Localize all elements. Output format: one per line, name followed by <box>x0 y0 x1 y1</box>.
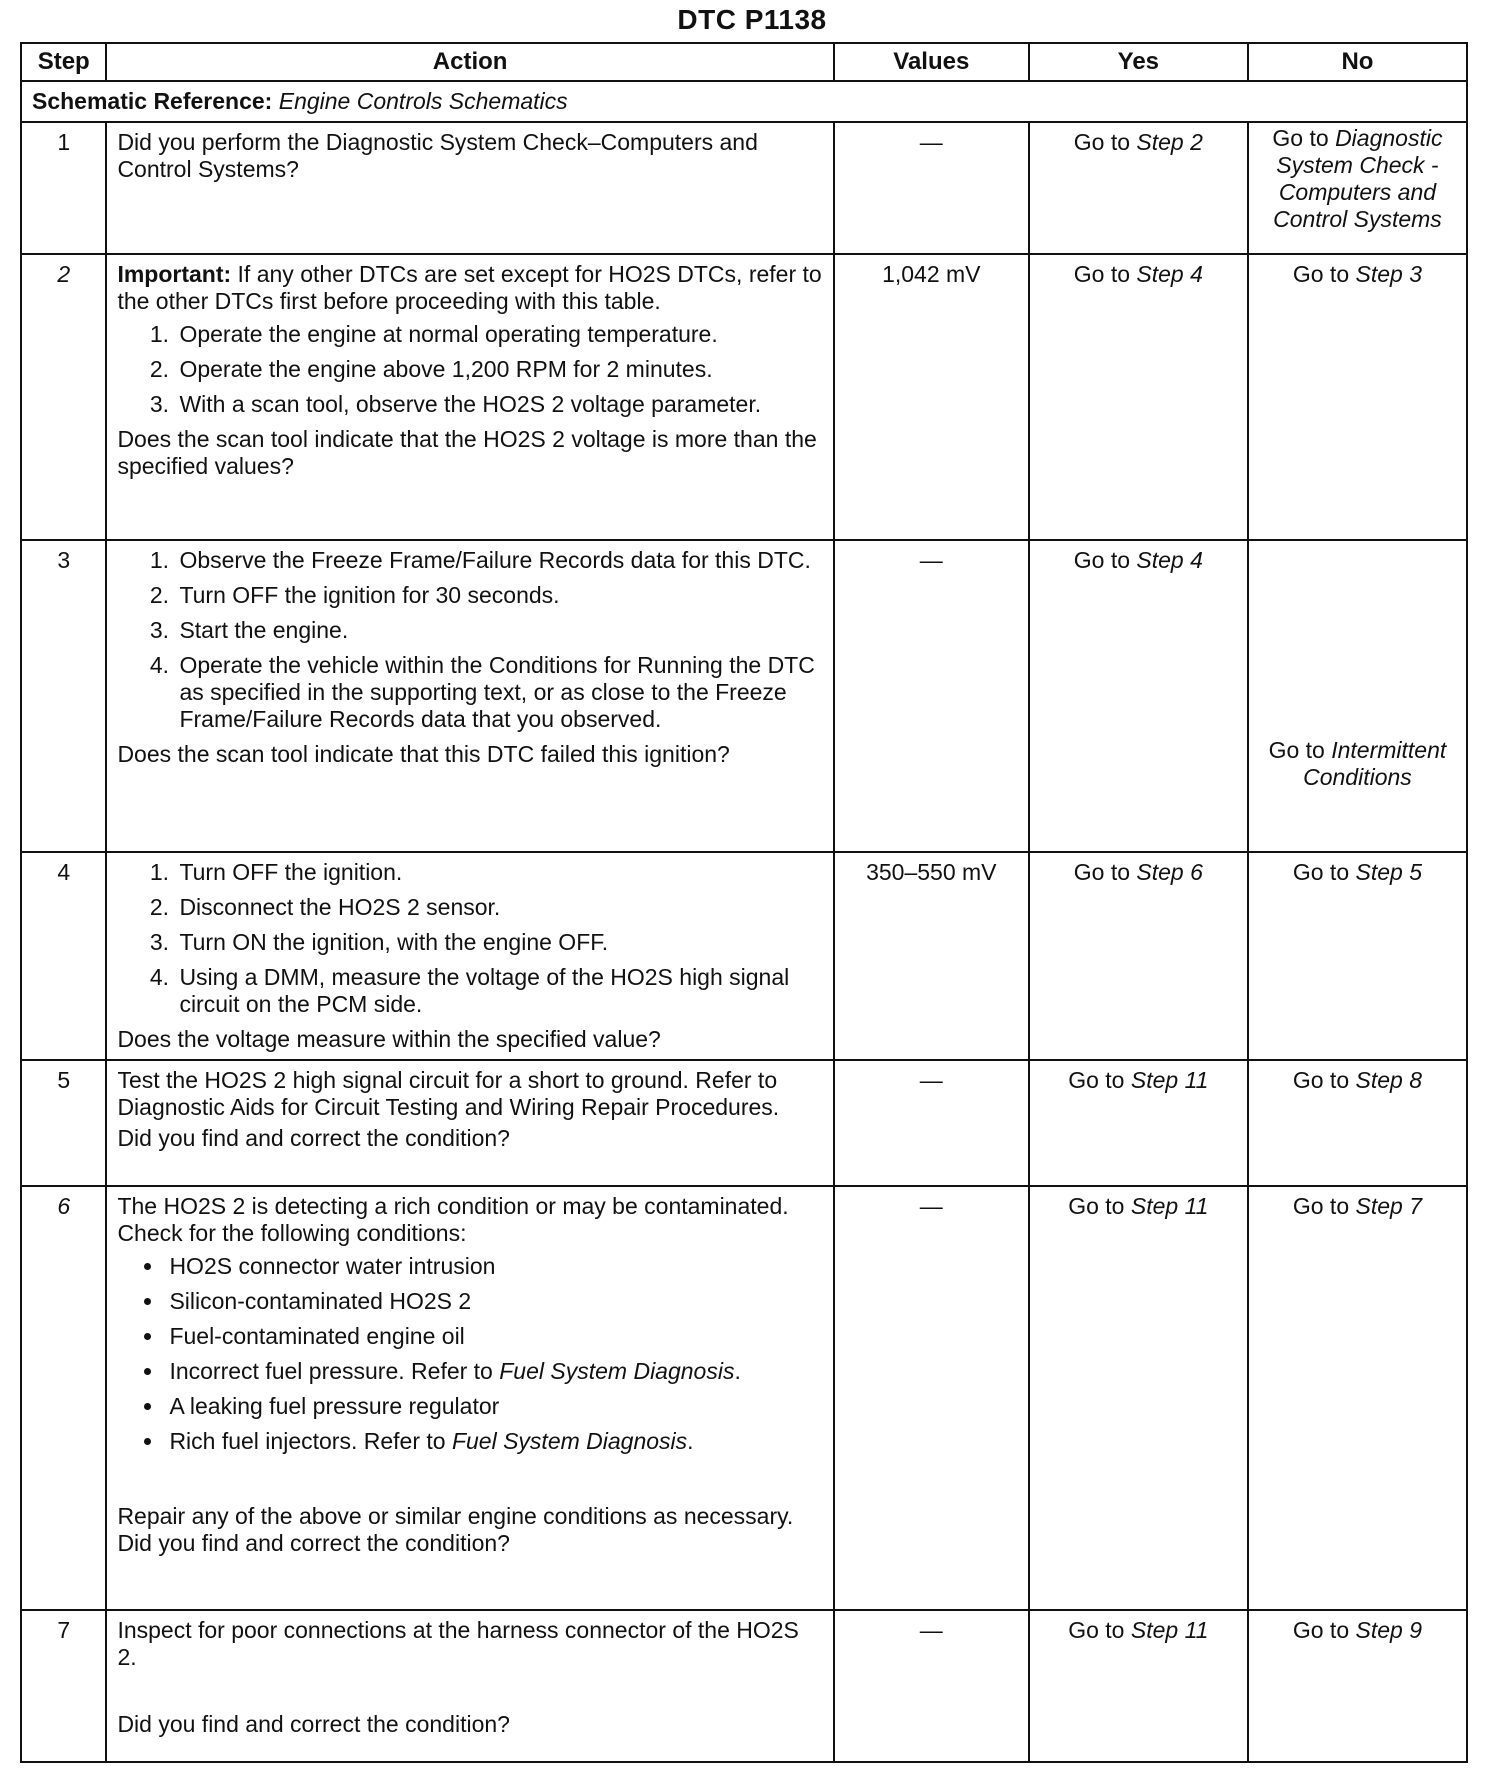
schematic-reference-row <box>21 81 1467 122</box>
important-note <box>117 261 822 315</box>
list-item: 1. Operate the engine at normal operating temperature. <box>175 321 822 348</box>
question-text: Did you find and correct the condition? <box>117 1711 510 1737</box>
step-number: 4 <box>21 852 106 1060</box>
spacer <box>117 1671 822 1711</box>
yes-target[interactable]: Step 11 <box>1130 1067 1209 1093</box>
step-number: 1 <box>21 122 106 254</box>
value-cell: — <box>834 1186 1029 1610</box>
list-item-text: Rich fuel injectors. Refer to <box>169 1428 446 1454</box>
action-cell <box>106 852 833 1060</box>
step-number: 2 <box>21 254 106 540</box>
list-item: 3. Turn ON the ignition, with the engine OFF. <box>175 929 822 956</box>
step-list <box>117 321 822 418</box>
goto-label: Go to <box>1073 859 1131 885</box>
header-step: Step <box>21 43 106 81</box>
header-no: No <box>1248 43 1467 81</box>
value-cell: — <box>834 1610 1029 1762</box>
goto-label: Go to <box>1292 1617 1350 1643</box>
list-item: 3. Start the engine. <box>175 617 822 644</box>
step-list <box>117 547 822 733</box>
table-row-step-1 <box>21 122 1467 254</box>
yes-target[interactable]: Step 4 <box>1136 547 1203 573</box>
yes-target[interactable]: Step 2 <box>1136 129 1203 155</box>
list-item: 4. Operate the vehicle within the Conditions for Running the DTC as specified in the supporting text, or as close to the Freeze Frame/Failure Records data that you observed. <box>175 652 822 733</box>
repair-text: Repair any of the above or similar engine conditions as necessary. <box>117 1503 794 1529</box>
action-text: Inspect for poor connections at the harness connector of the HO2S 2. <box>117 1617 799 1670</box>
step-number: 7 <box>21 1610 106 1762</box>
step-number: 6 <box>21 1186 106 1610</box>
no-target[interactable]: Step 5 <box>1355 859 1423 885</box>
no-target[interactable]: Step 9 <box>1355 1617 1423 1643</box>
value-cell: — <box>834 1060 1029 1186</box>
action-cell <box>106 1060 833 1186</box>
list-item: • HO2S connector water intrusion <box>165 1253 822 1280</box>
list-item: 1. Turn OFF the ignition. <box>175 859 822 886</box>
reference-link[interactable]: Fuel System Diagnosis <box>451 1428 688 1454</box>
yes-cell[interactable] <box>1029 852 1248 1060</box>
question-text: Does the voltage measure within the specified value? <box>117 1026 661 1052</box>
goto-label: Go to <box>1268 737 1325 763</box>
no-cell[interactable] <box>1248 122 1467 254</box>
yes-target[interactable]: Step 4 <box>1136 261 1203 287</box>
list-item: 1. Observe the Freeze Frame/Failure Records data for this DTC. <box>175 547 822 574</box>
goto-label: Go to <box>1292 1193 1350 1219</box>
spacer <box>117 1463 822 1503</box>
value-cell: 350–550 mV <box>834 852 1029 1060</box>
goto-label: Go to <box>1292 261 1350 287</box>
question-text: Does the scan tool indicate that the HO2S 2 voltage is more than the specified values? <box>117 426 817 479</box>
list-item: 4. Using a DMM, measure the voltage of the HO2S high signal circuit on the PCM side. <box>175 964 822 1018</box>
no-target[interactable]: Step 3 <box>1355 261 1423 287</box>
list-item: • Rich fuel injectors. Refer to Fuel System Diagnosis. <box>165 1428 822 1455</box>
header-values: Values <box>834 43 1029 81</box>
list-item-text: Incorrect fuel pressure. Refer to <box>169 1358 493 1384</box>
yes-target[interactable]: Step 11 <box>1130 1617 1209 1643</box>
no-target[interactable]: Step 7 <box>1355 1193 1423 1219</box>
diagnostic-table <box>20 42 1468 1763</box>
step-number: 3 <box>21 540 106 852</box>
table-row-step-5 <box>21 1060 1467 1186</box>
yes-target[interactable]: Step 6 <box>1136 859 1203 885</box>
yes-cell[interactable] <box>1029 1186 1248 1610</box>
action-text: The HO2S 2 is detecting a rich condition or may be contaminated. Check for the following conditions: <box>117 1193 789 1246</box>
goto-label: Go to <box>1068 1067 1125 1093</box>
no-cell[interactable] <box>1248 1610 1467 1762</box>
action-cell <box>106 254 833 540</box>
yes-cell[interactable] <box>1029 254 1248 540</box>
goto-label: Go to <box>1073 261 1131 287</box>
table-row-step-7 <box>21 1610 1467 1762</box>
table-row-step-2 <box>21 254 1467 540</box>
step-list <box>117 859 822 1018</box>
goto-label: Go to <box>1073 129 1131 155</box>
action-cell <box>106 540 833 852</box>
schematic-reference-link[interactable]: Engine Controls Schematics <box>278 88 568 114</box>
list-item: • Incorrect fuel pressure. Refer to Fuel System Diagnosis. <box>165 1358 822 1385</box>
goto-label: Go to <box>1068 1193 1125 1219</box>
yes-target[interactable]: Step 11 <box>1130 1193 1209 1219</box>
table-row-step-4 <box>21 852 1467 1060</box>
goto-label: Go to <box>1292 1067 1350 1093</box>
list-item: • Silicon-contaminated HO2S 2 <box>165 1288 822 1315</box>
action-text: Did you perform the Diagnostic System Check–Computers and Control Systems? <box>117 129 758 182</box>
table-row-step-3 <box>21 540 1467 852</box>
yes-cell[interactable] <box>1029 1060 1248 1186</box>
value-cell: — <box>834 540 1029 852</box>
list-item: 3. With a scan tool, observe the HO2S 2 voltage parameter. <box>175 391 822 418</box>
list-item: 2. Operate the engine above 1,200 RPM for 2 minutes. <box>175 356 822 383</box>
list-item: • Fuel-contaminated engine oil <box>165 1323 822 1350</box>
no-target[interactable]: Diagnostic System Check - Computers and Control Systems <box>1273 125 1443 232</box>
goto-label: Go to <box>1073 547 1131 573</box>
value-cell: 1,042 mV <box>834 254 1029 540</box>
no-target[interactable]: Intermittent Conditions <box>1303 737 1447 790</box>
value-cell: — <box>834 122 1029 254</box>
action-cell <box>106 122 833 254</box>
important-text: If any other DTCs are set except for HO2S DTCs, refer to the other DTCs first before proceeding with this table. <box>117 261 822 314</box>
question-text: Did you find and correct the condition? <box>117 1125 510 1151</box>
header-action: Action <box>106 43 833 81</box>
action-cell <box>106 1610 833 1762</box>
goto-label: Go to <box>1068 1617 1125 1643</box>
step-number: 5 <box>21 1060 106 1186</box>
reference-link[interactable]: Fuel System Diagnosis <box>499 1358 735 1384</box>
goto-label: Go to <box>1292 859 1350 885</box>
table-row-step-6 <box>21 1186 1467 1610</box>
yes-cell[interactable] <box>1029 1610 1248 1762</box>
goto-label: Go to <box>1272 125 1329 151</box>
page-title: DTC P1138 <box>677 4 827 35</box>
no-cell[interactable] <box>1248 540 1467 852</box>
schematic-reference-label: Schematic Reference: <box>32 88 273 114</box>
no-cell[interactable] <box>1248 254 1467 540</box>
no-target[interactable]: Step 8 <box>1355 1067 1423 1093</box>
action-cell <box>106 1186 833 1610</box>
header-yes: Yes <box>1029 43 1248 81</box>
list-item: 2. Disconnect the HO2S 2 sensor. <box>175 894 822 921</box>
no-cell[interactable] <box>1248 852 1467 1060</box>
list-item: • A leaking fuel pressure regulator <box>165 1393 822 1420</box>
list-item: 2. Turn OFF the ignition for 30 seconds. <box>175 582 822 609</box>
header-row <box>21 43 1467 81</box>
question-text: Does the scan tool indicate that this DTC failed this ignition? <box>117 741 730 767</box>
condition-list <box>117 1253 822 1455</box>
important-label: Important: <box>117 261 232 287</box>
yes-cell[interactable] <box>1029 540 1248 852</box>
question-text: Did you find and correct the condition? <box>117 1530 510 1556</box>
schematic-reference <box>21 81 1467 122</box>
yes-cell[interactable] <box>1029 122 1248 254</box>
action-text: Test the HO2S 2 high signal circuit for a short to ground. Refer to Diagnostic Aids for Circuit Testing and Wiring Repair Procedures. <box>117 1067 780 1120</box>
no-cell[interactable] <box>1248 1186 1467 1610</box>
no-cell[interactable] <box>1248 1060 1467 1186</box>
